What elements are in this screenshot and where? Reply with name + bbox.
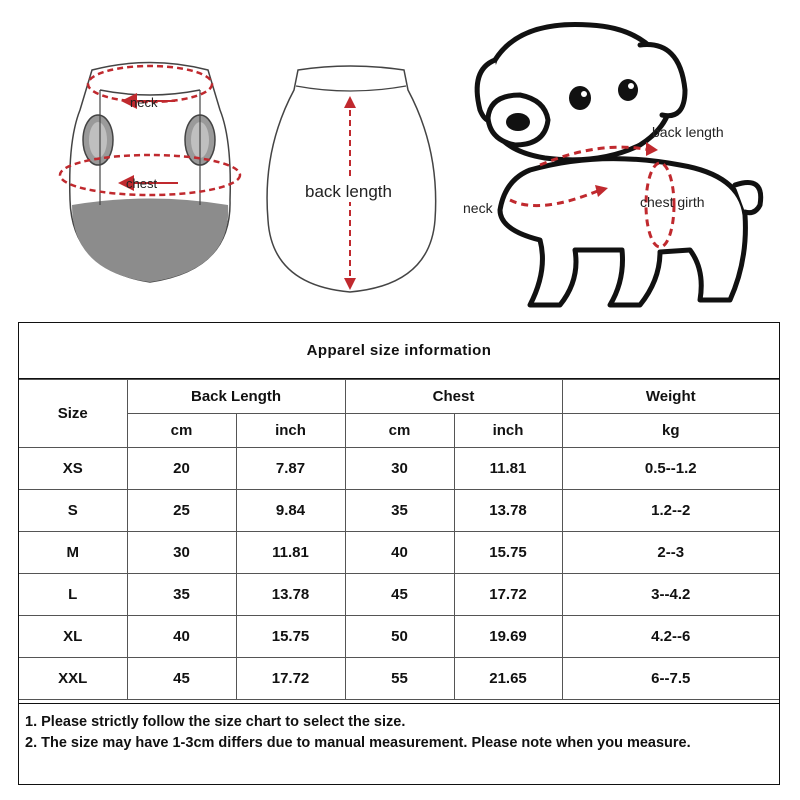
table-cell: 13.78 (236, 574, 345, 616)
table-row (19, 616, 779, 658)
size-chart (18, 322, 780, 785)
back-garment-diagram (267, 66, 436, 292)
table-cell: 45 (345, 574, 454, 616)
table-cell: 11.81 (236, 532, 345, 574)
table-cell: 0.5--1.2 (562, 448, 779, 490)
table-cell: 15.75 (236, 616, 345, 658)
table-cell: 25 (127, 490, 236, 532)
table-cell: 35 (127, 574, 236, 616)
note-line-2: 2. The size may have 1-3cm differs due to manual measurement. Please note when you measure. (25, 735, 691, 751)
table-cell: 6--7.5 (562, 658, 779, 700)
table-cell: 11.81 (454, 448, 562, 490)
notes (19, 703, 779, 754)
dog-back-length-label: back length (652, 124, 724, 140)
table-cell: 17.72 (236, 658, 345, 700)
table-cell: 4.2--6 (562, 616, 779, 658)
unit-header: kg (562, 414, 779, 448)
dog-chest-girth-label: chest girth (640, 194, 705, 210)
weight-header: Weight (562, 380, 779, 414)
front-neck-label: neck (130, 95, 158, 110)
measurement-illustrations (0, 0, 800, 322)
table-cell: 35 (345, 490, 454, 532)
table-cell: 1.2--2 (562, 490, 779, 532)
table-cell: 50 (345, 616, 454, 658)
size-cell: XXL (19, 658, 127, 700)
unit-header: cm (345, 414, 454, 448)
table-cell: 2--3 (562, 532, 779, 574)
unit-header: cm (127, 414, 236, 448)
chest-header: Chest (345, 380, 562, 414)
unit-header: inch (454, 414, 562, 448)
back-length-label: back length (305, 182, 392, 201)
size-cell: S (19, 490, 127, 532)
table-row (19, 532, 779, 574)
size-cell: L (19, 574, 127, 616)
unit-header: inch (236, 414, 345, 448)
table-cell: 19.69 (454, 616, 562, 658)
dog-eye-left (569, 86, 591, 110)
table-cell: 7.87 (236, 448, 345, 490)
table-cell: 15.75 (454, 532, 562, 574)
table-cell: 20 (127, 448, 236, 490)
table-cell: 40 (127, 616, 236, 658)
table-row (19, 490, 779, 532)
table-title: Apparel size information (19, 323, 779, 379)
table-cell: 13.78 (454, 490, 562, 532)
table-cell: 17.72 (454, 574, 562, 616)
table-row (19, 448, 779, 490)
dog-illustration (477, 24, 761, 305)
table-cell: 30 (345, 448, 454, 490)
table-cell: 40 (345, 532, 454, 574)
dog-neck-label: neck (463, 200, 493, 216)
table-row (19, 658, 779, 700)
table-cell: 30 (127, 532, 236, 574)
table-cell: 9.84 (236, 490, 345, 532)
note-line-1: 1. Please strictly follow the size chart to select the size. (25, 714, 406, 730)
size-cell: XS (19, 448, 127, 490)
table-cell: 3--4.2 (562, 574, 779, 616)
back-length-header: Back Length (127, 380, 345, 414)
size-header: Size (19, 380, 127, 448)
table-cell: 45 (127, 658, 236, 700)
table-cell: 55 (345, 658, 454, 700)
dog-eye-right (618, 79, 638, 101)
table-row (19, 574, 779, 616)
illustration-svg (0, 0, 800, 322)
size-cell: M (19, 532, 127, 574)
table-cell: 21.65 (454, 658, 562, 700)
size-cell: XL (19, 616, 127, 658)
dog-nose (506, 113, 530, 131)
size-table (19, 379, 779, 700)
front-chest-label: chest (126, 176, 158, 191)
